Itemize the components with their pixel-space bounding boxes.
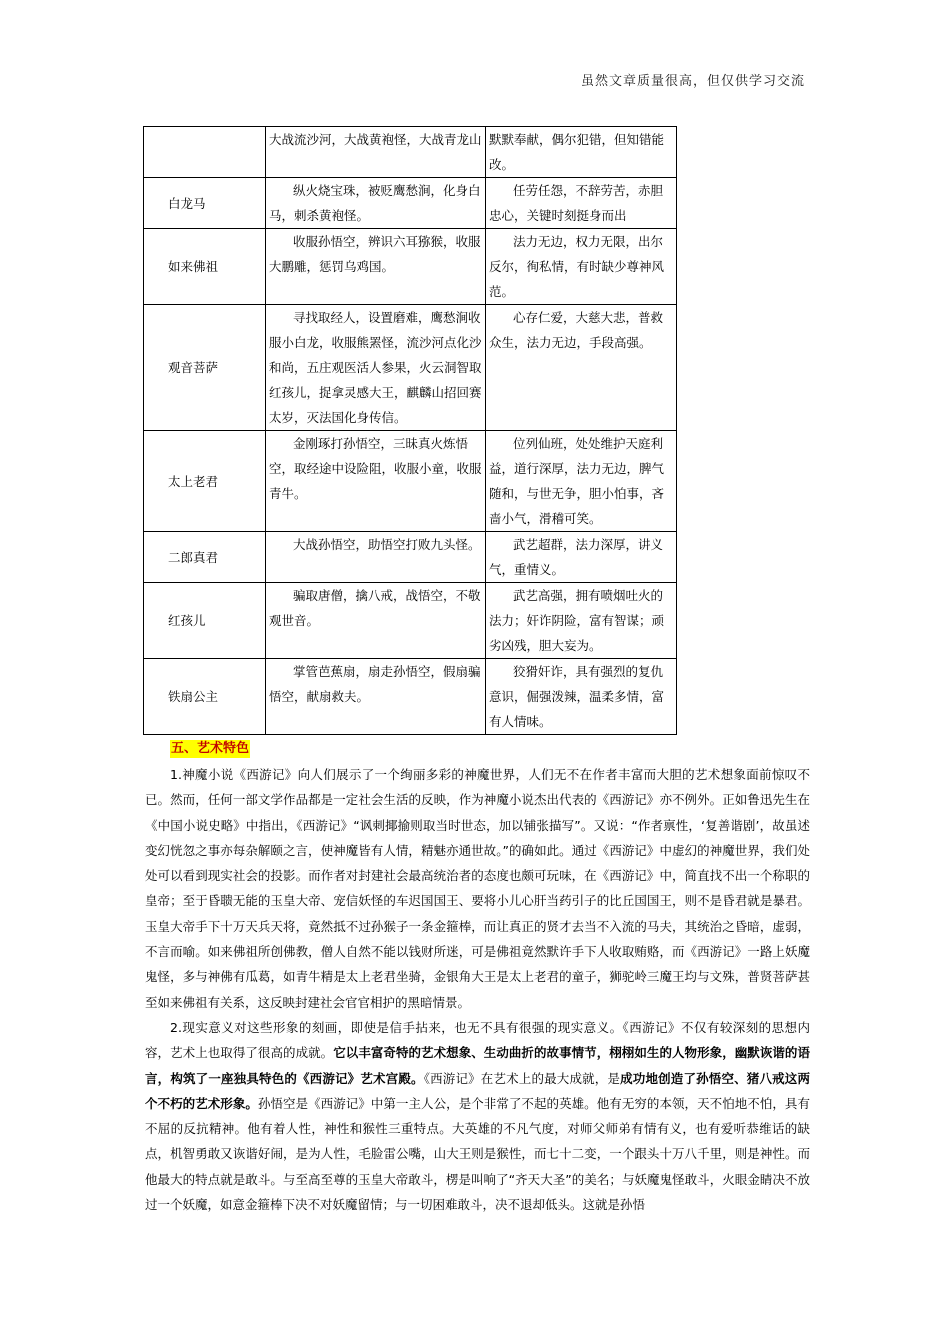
page-header-note: 虽然文章质量很高，但仅供学习交流 <box>580 74 805 89</box>
table-row <box>144 305 677 431</box>
table-row <box>144 659 677 735</box>
character-name: 二郎真君 <box>144 532 266 583</box>
paragraph: 2.现实意义对这些形象的刻画，即使是信手拈来，也无不具有很强的现实意义。《西游记》不仅有较深刻的思想内容，艺术上也取得了很高的成就。它以丰富奇特的艺术想象、生动曲折的故事情节，栩栩如生的人物形象，幽默诙谐的语言，构筑了一座独具特色的《西游记》艺术宫殿。《西游记》在艺术上的最大成就，是成功地创造了孙悟空、猪八戒这两个不朽的艺术形象。孙悟空是《西游记》中第一主人公，是个非常了不起的英雄。他有无穷的本领，天不怕地不怕，具有不屈的反抗精神。他有着人性，神性和猴性三重特点。大英雄的不凡气度，对师父师弟有情有义，也有爱听恭维话的缺点，机智勇敢又诙谐好闹，是为人性，毛脸雷公嘴，山大王则是猴性，而七十二变，一个跟头十万八千里，则是神性。而他最大的特点就是敢斗。与至高至尊的玉皇大帝敢斗，楞是叫响了“齐天大圣”的美名；与妖魔鬼怪敢斗，火眼金睛决不放过一个妖魔，如意金箍棒下决不对妖魔留情；与一切困难敢斗，决不退却低头。这就是孙悟 <box>145 1019 810 1213</box>
character-deeds: 大战孙悟空，助悟空打败九头怪。 <box>266 532 486 583</box>
bold-text: 它以丰富奇特的艺术想象、生动曲折的故事情节，栩栩如生的人物形象，幽默诙谐的语言，构筑了一座独具特色的《西游记》艺术宫殿。 <box>145 1045 810 1086</box>
character-traits: 法力无边，权力无限，出尔反尔，徇私情，有时缺少尊神风范。 <box>486 229 677 305</box>
table-row <box>144 178 677 229</box>
character-name <box>144 127 266 178</box>
character-traits: 任劳任怨，不辞劳苦，赤胆忠心，关键时刻挺身而出 <box>486 178 677 229</box>
paragraph: 1.神魔小说《西游记》向人们展示了一个绚丽多彩的神魔世界，人们无不在作者丰富而大胆的艺术想象面前惊叹不已。然而，任何一部文学作品都是一定社会生活的反映，作为神魔小说杰出代表的《西游记》亦不例外。正如鲁迅先生在《中国小说史略》中指出，《西游记》“讽刺揶揄则取当时世态，加以铺张描写”。又说：“作者禀性，‘复善谐剧’，故虽述变幻恍忽之事亦每杂解颐之言，使神魔皆有人情，精魅亦通世故。”的确如此。通过《西游记》中虚幻的神魔世界，我们处处可以看到现实社会的投影。而作者对封建社会最高统治者的态度也颇可玩味，在《西游记》中，简直找不出一个称职的皇帝；至于昏聩无能的玉皇大帝、宠信妖怪的车迟国国王、要将小儿心肝当药引子的比丘国国王，则不是昏君就是暴君。玉皇大帝手下十万天兵天将，竟然抵不过孙猴子一条金箍棒，而让真正的贤才去当不入流的马夫，其统治之昏暗，虚弱，不言而喻。如来佛祖所创佛教，僧人自然不能以钱财所迷，可是佛祖竟然默许手下人收取贿赂，而《西游记》一路上妖魔鬼怪，多与神佛有瓜葛，如青牛精是太上老君坐骑，金银角大王是太上老君的童子，狮驼岭三魔王均与文殊，普贤菩萨甚至如来佛祖有关系，这反映封建社会官官相护的黑暗情景。 <box>145 767 810 1010</box>
character-name: 太上老君 <box>144 431 266 532</box>
character-traits: 心存仁爱，大慈大悲，普救众生，法力无边，手段高强。 <box>486 305 677 431</box>
character-deeds: 寻找取经人，设置磨难，鹰愁涧收服小白龙，收服熊罴怪，流沙河点化沙和尚，五庄观医活人参果，火云洞智取红孩儿，捉拿灵感大王，麒麟山招回赛太岁，灭法国化身传信。 <box>266 305 486 431</box>
character-traits: 武艺高强，拥有喷烟吐火的法力；奸诈阴险，富有智谋；顽劣凶残，胆大妄为。 <box>486 583 677 659</box>
character-deeds: 掌管芭蕉扇，扇走孙悟空，假扇骗悟空，献扇救夫。 <box>266 659 486 735</box>
table-row <box>144 583 677 659</box>
character-deeds: 收服孙悟空，辨识六耳猕猴，收服大鹏雕，惩罚乌鸡国。 <box>266 229 486 305</box>
table-row <box>144 431 677 532</box>
section-title: 五、艺术特色 <box>171 741 250 756</box>
bold-text: 成功地创造了孙悟空、猪八戒这两个不朽的艺术形象。 <box>145 1070 810 1111</box>
character-traits: 狡猾奸诈，具有强烈的复仇意识，倔强泼辣，温柔多情，富有人情味。 <box>486 659 677 735</box>
character-name: 观音菩萨 <box>144 305 266 431</box>
character-name: 红孩儿 <box>144 583 266 659</box>
table-row <box>144 127 677 178</box>
character-traits: 默默奉献，偶尔犯错，但知错能改。 <box>486 127 677 178</box>
character-name: 白龙马 <box>144 178 266 229</box>
character-deeds: 骗取唐僧，擒八戒，战悟空，不敬观世音。 <box>266 583 486 659</box>
article-body <box>145 762 810 1217</box>
character-deeds: 金刚琢打孙悟空，三昧真火炼悟空，取经途中设险阻，收服小童，收服青牛。 <box>266 431 486 532</box>
character-deeds: 大战流沙河，大战黄袍怪，大战青龙山 <box>266 127 486 178</box>
character-name: 铁扇公主 <box>144 659 266 735</box>
character-traits: 武艺超群，法力深厚，讲义气，重情义。 <box>486 532 677 583</box>
character-table <box>143 126 677 735</box>
character-deeds: 纵火烧宝珠，被贬鹰愁涧，化身白马，刺杀黄袍怪。 <box>266 178 486 229</box>
table-row <box>144 229 677 305</box>
character-name: 如来佛祖 <box>144 229 266 305</box>
table-row <box>144 532 677 583</box>
character-traits: 位列仙班，处处维护天庭利益，道行深厚，法力无边，脾气随和，与世无争，胆小怕事，吝啬小气，滑稽可笑。 <box>486 431 677 532</box>
